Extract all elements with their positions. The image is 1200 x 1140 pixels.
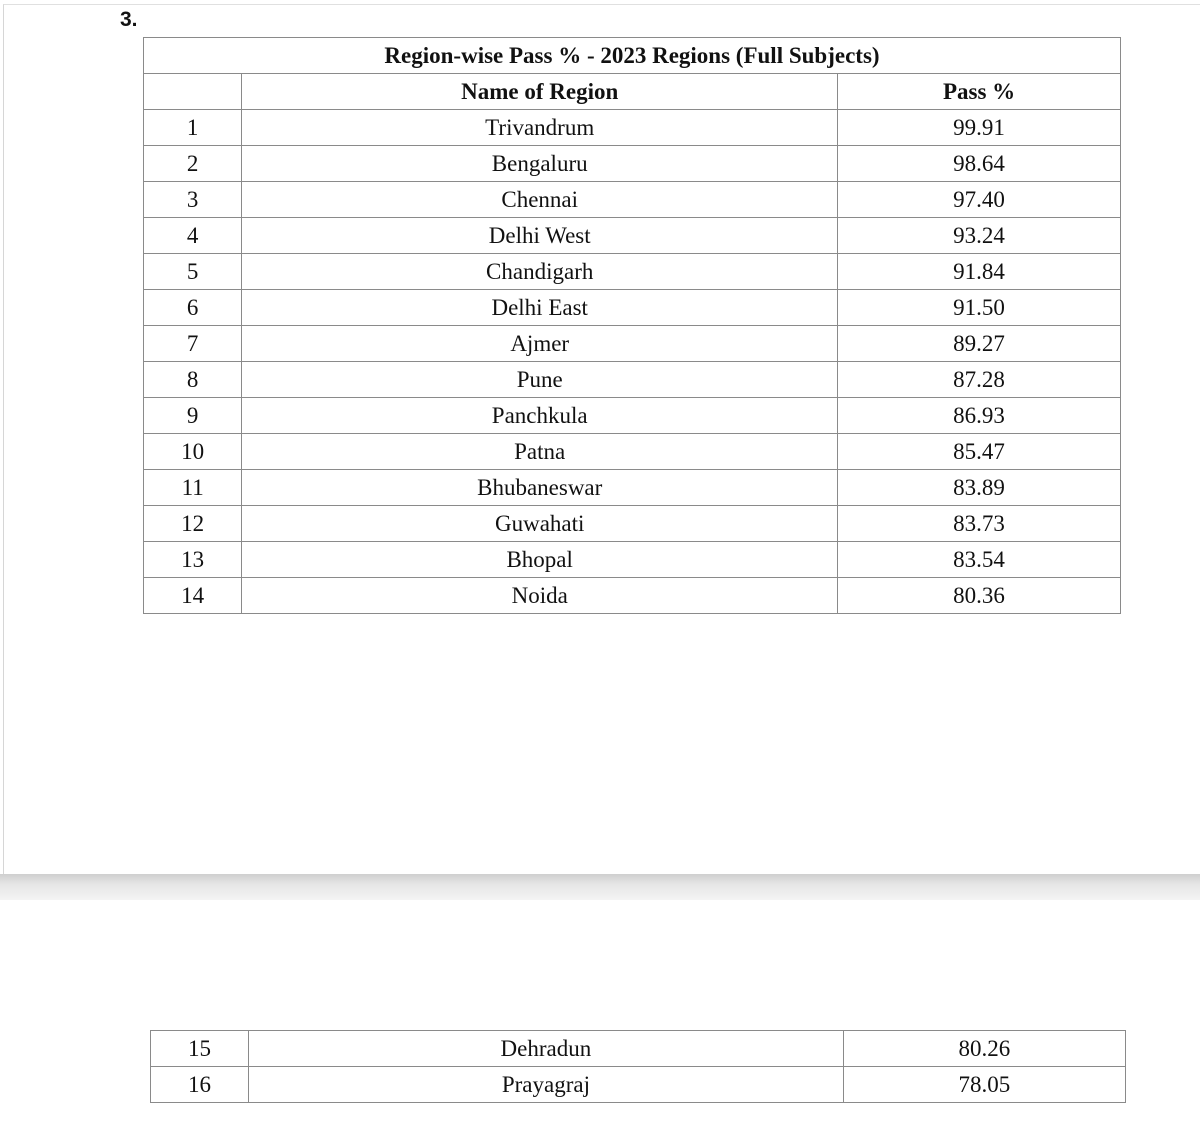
row-region: Patna	[242, 434, 838, 470]
table-row	[144, 146, 1121, 182]
row-pass: 97.40	[838, 182, 1121, 218]
row-serial: 16	[151, 1067, 249, 1103]
row-serial: 3	[144, 182, 242, 218]
table-row	[144, 326, 1121, 362]
row-pass: 99.91	[838, 110, 1121, 146]
table-row	[144, 218, 1121, 254]
table-row	[144, 182, 1121, 218]
row-pass: 78.05	[843, 1067, 1125, 1103]
row-serial: 1	[144, 110, 242, 146]
row-pass: 83.89	[838, 470, 1121, 506]
row-pass: 87.28	[838, 362, 1121, 398]
row-serial: 8	[144, 362, 242, 398]
row-serial: 5	[144, 254, 242, 290]
table-row	[151, 1067, 1126, 1103]
row-pass: 93.24	[838, 218, 1121, 254]
row-serial: 7	[144, 326, 242, 362]
row-serial: 4	[144, 218, 242, 254]
row-region: Dehradun	[249, 1031, 844, 1067]
row-region: Bhopal	[242, 542, 838, 578]
row-pass: 80.26	[843, 1031, 1125, 1067]
table-row	[144, 434, 1121, 470]
page-break-shadow	[0, 874, 1200, 900]
row-pass: 98.64	[838, 146, 1121, 182]
header-pass-percent: Pass %	[838, 74, 1121, 110]
row-pass: 91.50	[838, 290, 1121, 326]
table-row	[144, 362, 1121, 398]
table-row	[144, 254, 1121, 290]
row-serial: 11	[144, 470, 242, 506]
table-row	[144, 542, 1121, 578]
row-serial: 14	[144, 578, 242, 614]
table-title: Region-wise Pass % - 2023 Regions (Full Subjects)	[144, 38, 1121, 74]
row-region: Chennai	[242, 182, 838, 218]
row-region: Panchkula	[242, 398, 838, 434]
row-pass: 83.54	[838, 542, 1121, 578]
row-serial: 12	[144, 506, 242, 542]
row-region: Delhi West	[242, 218, 838, 254]
row-region: Delhi East	[242, 290, 838, 326]
table-row	[144, 578, 1121, 614]
row-region: Guwahati	[242, 506, 838, 542]
region-pass-table-continued	[150, 1030, 1126, 1103]
row-pass: 86.93	[838, 398, 1121, 434]
region-pass-table	[143, 37, 1121, 614]
header-region-name: Name of Region	[242, 74, 838, 110]
row-pass: 89.27	[838, 326, 1121, 362]
header-serial	[144, 74, 242, 110]
table-row	[151, 1031, 1126, 1067]
table-row	[144, 110, 1121, 146]
row-serial: 9	[144, 398, 242, 434]
table-header-row	[144, 74, 1121, 110]
row-region: Noida	[242, 578, 838, 614]
row-pass: 85.47	[838, 434, 1121, 470]
table-row	[144, 290, 1121, 326]
row-region: Bhubaneswar	[242, 470, 838, 506]
row-serial: 10	[144, 434, 242, 470]
row-pass: 83.73	[838, 506, 1121, 542]
row-pass: 91.84	[838, 254, 1121, 290]
table-row	[144, 506, 1121, 542]
row-serial: 15	[151, 1031, 249, 1067]
row-region: Pune	[242, 362, 838, 398]
row-region: Ajmer	[242, 326, 838, 362]
row-region: Chandigarh	[242, 254, 838, 290]
table-title-row	[144, 38, 1121, 74]
table-row	[144, 398, 1121, 434]
row-pass: 80.36	[838, 578, 1121, 614]
row-region: Bengaluru	[242, 146, 838, 182]
table-row	[144, 470, 1121, 506]
row-region: Prayagraj	[249, 1067, 844, 1103]
row-region: Trivandrum	[242, 110, 838, 146]
row-serial: 13	[144, 542, 242, 578]
row-serial: 2	[144, 146, 242, 182]
row-serial: 6	[144, 290, 242, 326]
section-number: 3.	[120, 8, 138, 31]
